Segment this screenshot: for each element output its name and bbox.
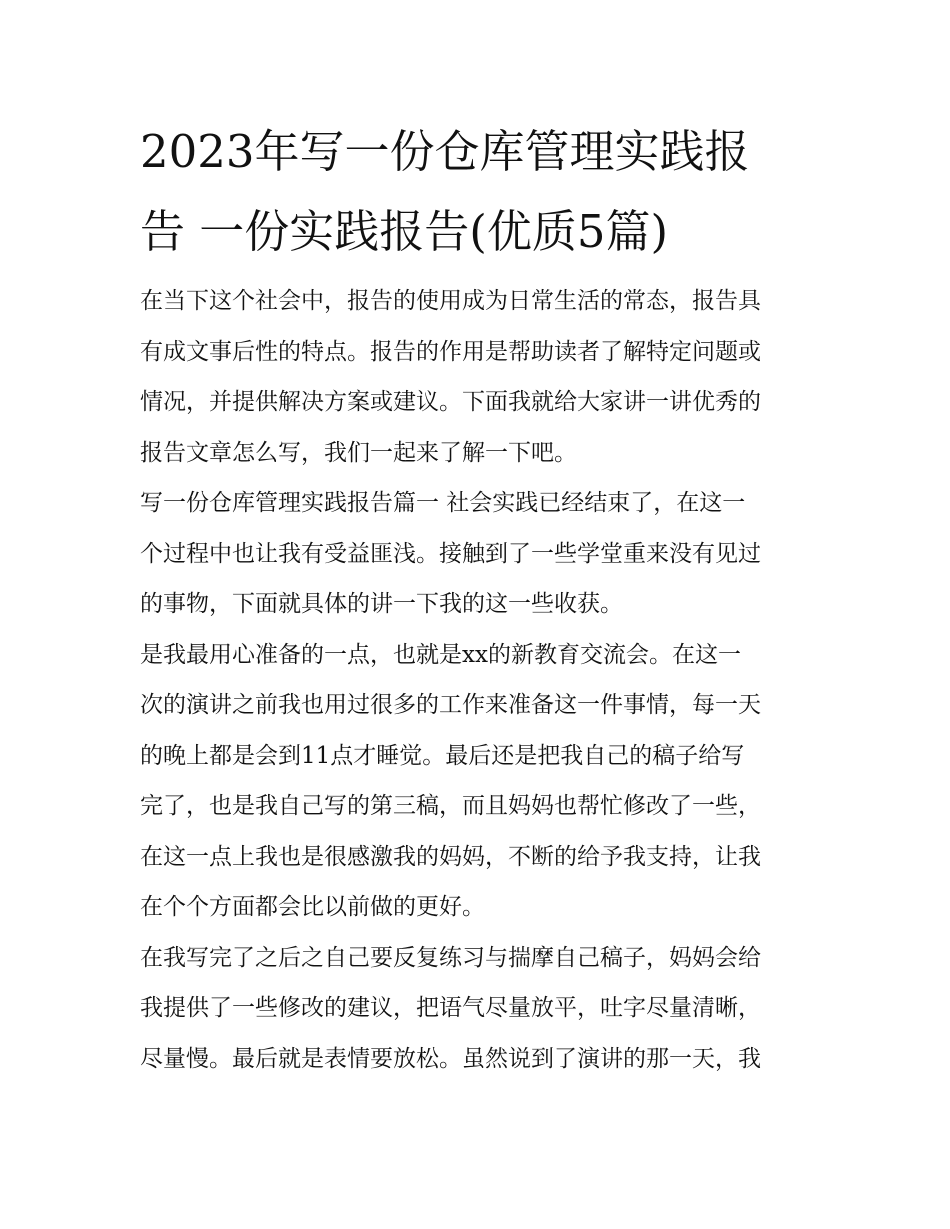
body-line: 在这一点上我也是很感激我的妈妈，不断的给予我支持，让我: [140, 843, 761, 870]
body-line: 个过程中也让我有受益匪浅。接触到了一些学堂重来没有见过: [140, 540, 761, 567]
body-line: 在个个方面都会比以前做的更好。: [140, 894, 485, 920]
body-line: 报告文章怎么写，我们一起来了解一下吧。: [140, 439, 577, 466]
body-line: 有成文事后性的特点。报告的作用是帮助读者了解特定问题或: [140, 338, 761, 365]
body-line: 是我最用心准备的一点，也就是xx的新教育交流会。在这一: [140, 641, 741, 668]
title-line-2: 告 一份实践报告(优质5篇): [140, 205, 669, 258]
body-line: 在当下这个社会中，报告的使用成为日常生活的常态，报告具: [140, 288, 761, 314]
body-line: 完了，也是我自己写的第三稿，而且妈妈也帮忙修改了一些，: [140, 793, 761, 819]
body-line: 尽量慢。最后就是表情要放松。虽然说到了演讲的那一天，我: [140, 1045, 761, 1072]
document-title: [140, 112, 820, 272]
body-line: 在我写完了之后之自己要反复练习与揣摩自己稿子，妈妈会给: [140, 944, 761, 971]
document-body: [140, 276, 820, 1084]
body-line: 的晚上都是会到11点才睡觉。最后还是把我自己的稿子给写: [140, 742, 745, 769]
title-line-1: 2023年写一份仓库管理实践报: [140, 125, 750, 178]
body-line: 次的演讲之前我也用过很多的工作来准备这一件事情，每一天: [140, 692, 761, 718]
body-line: 情况，并提供解决方案或建议。下面我就给大家讲一讲优秀的: [140, 389, 761, 415]
body-line: 我提供了一些修改的建议，把语气尽量放平，吐字尽量清晰，: [140, 995, 761, 1021]
body-line: 写一份仓库管理实践报告篇一 社会实践已经结束了，在这一: [140, 490, 746, 516]
body-line: 的事物，下面就具体的讲一下我的这一些收获。: [140, 591, 623, 617]
